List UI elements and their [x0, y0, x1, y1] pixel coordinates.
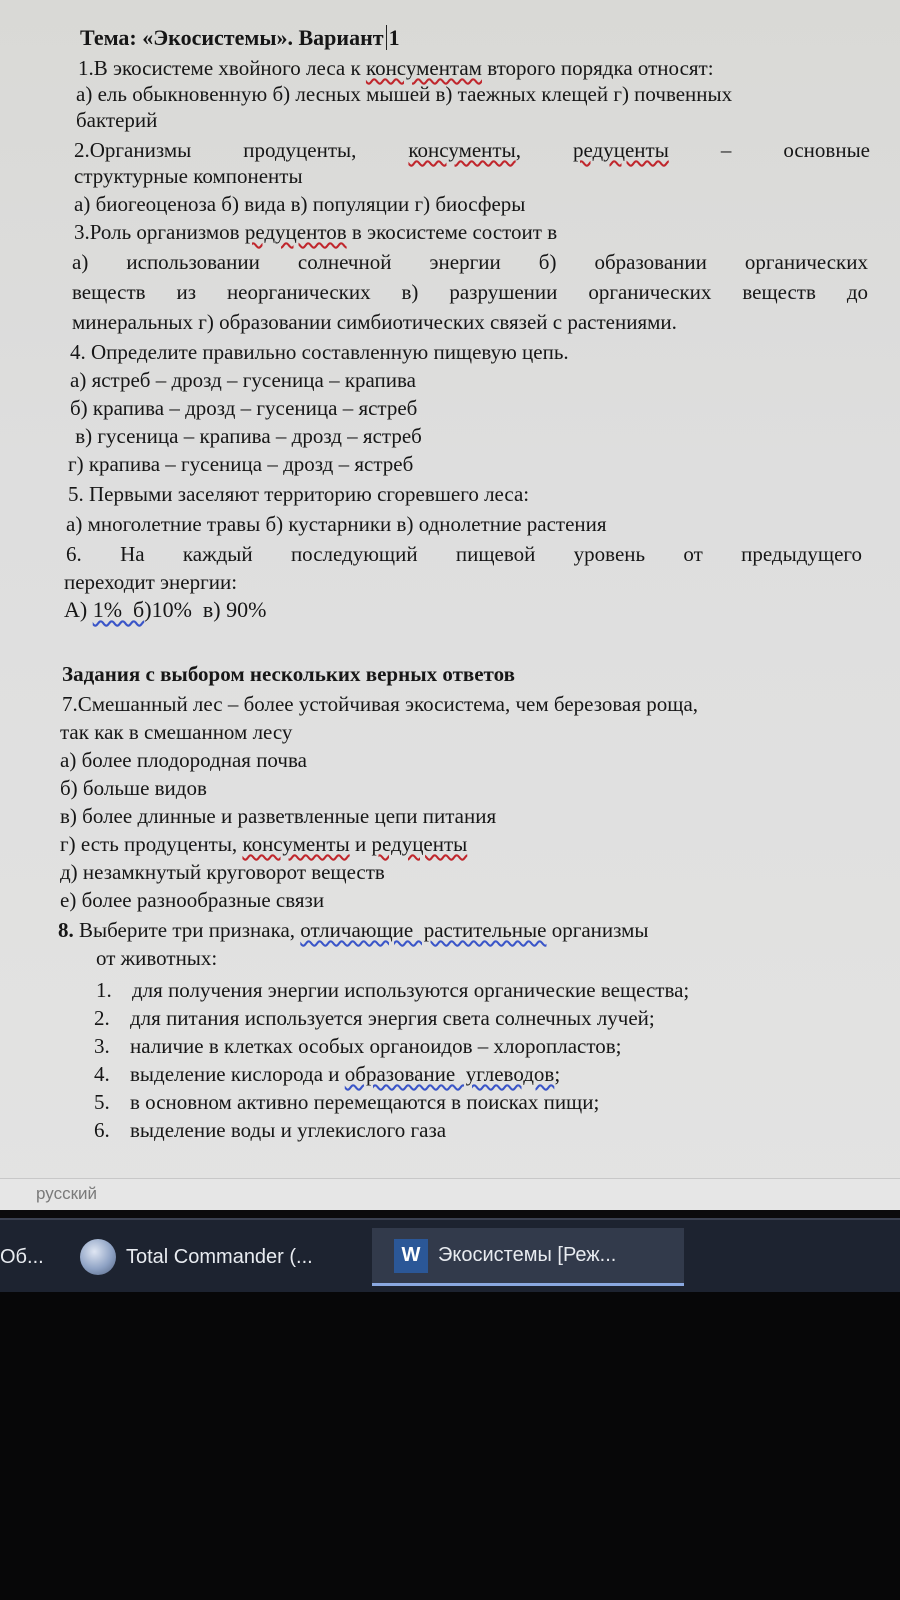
q5-line2: а) многолетние травы б) кустарники в) однолетние растения — [66, 512, 607, 536]
q7-line1: 7.Смешанный лес – более устойчивая экосистема, чем березовая роща, — [62, 692, 699, 716]
taskbar — [0, 1218, 900, 1294]
q4-line1: 4. Определите правильно составленную пищевую цепь. — [70, 340, 569, 364]
q3-line4: минеральных г) образовании симбиотических связей с растениями. — [72, 310, 677, 334]
taskbar-item-word-document-label: Экосистемы [Реж... — [438, 1244, 617, 1266]
q8-line2: от животных: — [96, 946, 218, 970]
q2-line1: 2.Организмы продуценты, консументы, редуценты – основные — [74, 138, 871, 162]
taskbar-item-partial-label: Об... — [0, 1245, 44, 1268]
q8-item-6: 6. выделение воды и углекислого газа — [94, 1118, 447, 1142]
q4-option-a: а) ястреб – дрозд – гусеница – крапива — [70, 368, 416, 392]
q7-option-c: в) более длинные и разветвленные цепи питания — [60, 804, 497, 828]
q1-line2: а) ель обыкновенную б) лесных мышей в) таежных клещей г) почвенных — [76, 82, 733, 106]
q6-line3: А) 1% б)10% в) 90% — [64, 597, 267, 622]
q6-line1: 6. На каждый последующий пищевой уровень от предыдущего — [66, 542, 862, 566]
q7-line2: так как в смешанном лесу — [60, 720, 293, 744]
status-bar — [0, 1178, 900, 1210]
q7-option-d: г) есть продуценты, консументы и редуценты — [60, 832, 468, 856]
taskbar-item-word-document[interactable] — [372, 1228, 684, 1286]
taskbar-item-total-commander[interactable] — [80, 1228, 360, 1286]
q3-line1: 3.Роль организмов редуцентов в экосистеме состоит в — [74, 220, 558, 244]
q4-option-b: б) крапива – дрозд – гусеница – ястреб — [70, 396, 418, 420]
q2-line3: а) биогеоценоза б) вида в) популяции г) биосферы — [74, 192, 526, 216]
q8-item-3: 3. наличие в клетках особых органоидов – хлоропластов; — [94, 1034, 622, 1058]
q8-item-1: 1. для получения энергии используются органические вещества; — [96, 978, 690, 1002]
q1-line1: 1.В экосистеме хвойного леса к консументам второго порядка относят: — [78, 56, 714, 80]
section-heading: Задания с выбором нескольких верных ответов — [62, 662, 515, 686]
q7-option-f: е) более разнообразные связи — [60, 888, 325, 912]
q8-item-4: 4. выделение кислорода и образование углеводов; — [94, 1062, 561, 1086]
text-cursor — [386, 25, 387, 50]
q2-line2: структурные компоненты — [74, 164, 303, 188]
q4-option-c: в) гусеница – крапива – дрозд – ястреб — [70, 424, 422, 448]
q5-line1: 5. Первыми заселяют территорию сгоревшего леса: — [68, 482, 530, 506]
q4-option-d: г) крапива – гусеница – дрозд – ястреб — [68, 452, 414, 476]
language-indicator[interactable]: русский — [36, 1184, 98, 1203]
screen-bezel — [0, 1292, 900, 1600]
q7-option-a: а) более плодородная почва — [60, 748, 307, 772]
q8-item-2: 2. для питания используется энергия света солнечных лучей; — [94, 1006, 655, 1030]
taskbar-item-total-commander-label: Total Commander (... — [126, 1245, 313, 1268]
q7-option-e: д) незамкнутый круговорот веществ — [60, 860, 385, 884]
q8-line1: 8. Выберите три признака, отличающие растительные организмы — [58, 918, 649, 942]
q7-option-b: б) больше видов — [60, 776, 207, 800]
document-title: Тема: «Экосистемы». Вариант 1 — [80, 25, 400, 50]
taskbar-item-partial[interactable] — [0, 1228, 60, 1286]
q3-line3: веществ из неорганических в) разрушении органических веществ до — [72, 280, 868, 304]
q3-line2: а) использовании солнечной энергии б) образовании органических — [72, 250, 868, 274]
q8-item-5: 5. в основном активно перемещаются в поисках пищи; — [94, 1090, 600, 1114]
total-commander-icon — [80, 1239, 116, 1275]
q6-line2: переходит энергии: — [64, 570, 238, 594]
q1-line3: бактерий — [76, 108, 158, 132]
word-icon: W — [394, 1239, 428, 1273]
